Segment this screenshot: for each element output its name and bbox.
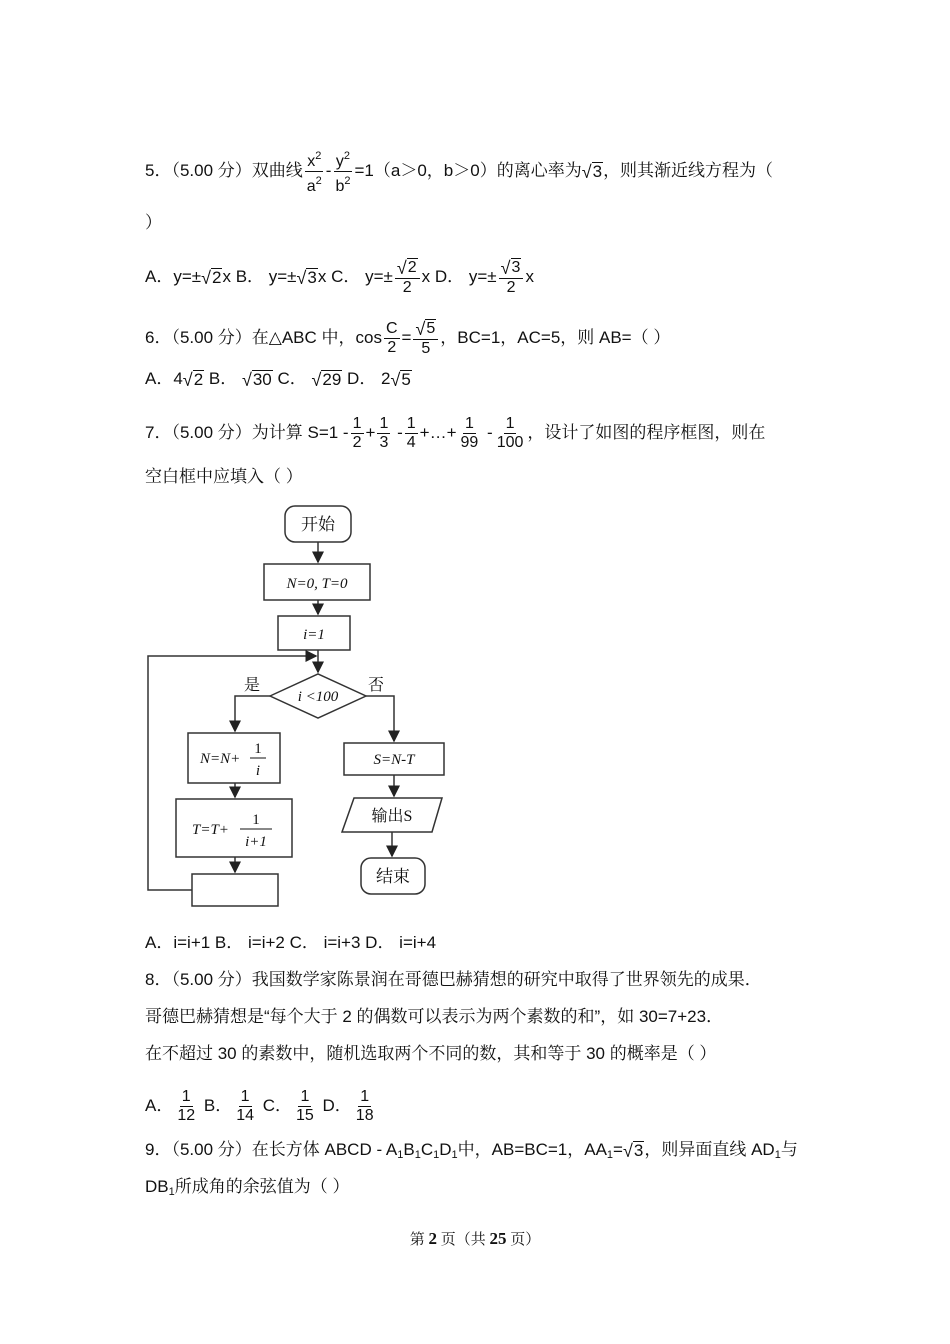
flow-end-label: 结束 xyxy=(376,867,410,886)
q8-options: A． $\frac{1}{12}$ B． $\frac{1}{14}$ C． $\frac{1}{15}$ D． $\frac{1}{18}$ xyxy=(145,1088,374,1124)
flow-output-label: 输出S xyxy=(371,808,413,825)
q5-line1: 5．（5.00 分）双曲线 $\frac{x^2}{a^2}$ - $\frac{y^2}{b^2}$ =1（a＞0，b＞0）的离心率为 √ 3 ，则其渐近线方程为（ xyxy=(145,147,773,196)
flow-init-label: N=0, T=0 xyxy=(286,576,348,592)
q7-line1: 7．（5.00 分）为计算 S=1 - $\frac{1}{2}$ + $\frac{1}{3}$ - $\frac{1}{4}$ +…+ $\frac{1}{99}$ - $\frac{1}{100}$ ，设计了如图的程序框图，则在 xyxy=(145,415,766,451)
q7-options: A．i=i+1 B． i=i+2 C． i=i+3 D． i=i+4 xyxy=(145,933,437,952)
q7-line2: 空白框中应填入（ ） xyxy=(145,467,303,486)
page-footer: 第 2 页（共 25 页） xyxy=(409,1229,541,1248)
flow-n-den: i xyxy=(255,763,261,779)
q8-line3: 在不超过 30 的素数中，随机选取两个不同的数，其和等于 30 的概率是（ ） xyxy=(145,1044,717,1063)
q6-line: 6．（5.00 分）在△ABC 中，cos $\frac{C}{2}$ = √ 5 5 ，BC=1，AC=5，则 AB=（ ） xyxy=(145,319,671,357)
q9-line2: $DB_1$所成角的余弦值为（ ） xyxy=(145,1177,350,1198)
page-number: 2 xyxy=(428,1229,437,1248)
q6-options: A．4 √ 2 B． √ 30 C． √ 29 D． 2 √ 5 xyxy=(145,369,411,390)
q5-frac-y: $\frac{y^2}{b^2}$ xyxy=(333,147,352,196)
flow-n-update-label: N=N+ xyxy=(200,751,241,767)
q5-sqrt3: √ 3 xyxy=(581,161,603,182)
total-pages: 25 xyxy=(489,1229,507,1248)
flow-yes-label: 是 xyxy=(243,677,261,694)
flow-i-init-label: i=1 xyxy=(303,627,325,643)
q5-prefix: 5．（5.00 分）双曲线 xyxy=(145,160,303,180)
flow-empty-box xyxy=(192,874,278,906)
q5-frac-x: $\frac{x^2}{a^2}$ xyxy=(305,147,324,196)
flow-t-den: i+1 xyxy=(245,834,267,850)
flow-n-num: 1 xyxy=(254,741,262,757)
flow-t-update-label: T=T+ xyxy=(192,822,229,838)
flow-condition-label: i <100 xyxy=(297,689,339,705)
flow-s-calc-label: S=N-T xyxy=(373,752,415,768)
q5-options: A．y=± √ 2 x B． y=± √ 3 x C． y=± √ 2 2 x D． y=± √ 3 2 x xyxy=(145,258,534,296)
q5-suffix: ，则其渐近线方程为（ xyxy=(603,160,774,180)
q8-line1: 8．（5.00 分）我国数学家陈景润在哥德巴赫猜想的研究中取得了世界领先的成果． xyxy=(145,970,762,989)
flow-t-num: 1 xyxy=(252,812,260,828)
q9-line1: 9．（5.00 分）在长方体 ABCD - $A_1B_1C_1D_1$中，AB=BC=1，$AA_1=$ √ 3 ，则异面直线 $AD_1$与 xyxy=(145,1140,798,1161)
program-flowchart xyxy=(140,500,460,910)
q8-line2: 哥德巴赫猜想是“每个大于 2 的偶数可以表示为两个素数的和”，如 30=7+23． xyxy=(145,1007,724,1026)
q5-eq: =1（a＞0，b＞0）的离心率为 xyxy=(354,160,582,180)
q5-line2: ） xyxy=(145,213,162,232)
flow-no-label: 否 xyxy=(367,677,385,694)
flow-start-label: 开始 xyxy=(301,515,335,534)
